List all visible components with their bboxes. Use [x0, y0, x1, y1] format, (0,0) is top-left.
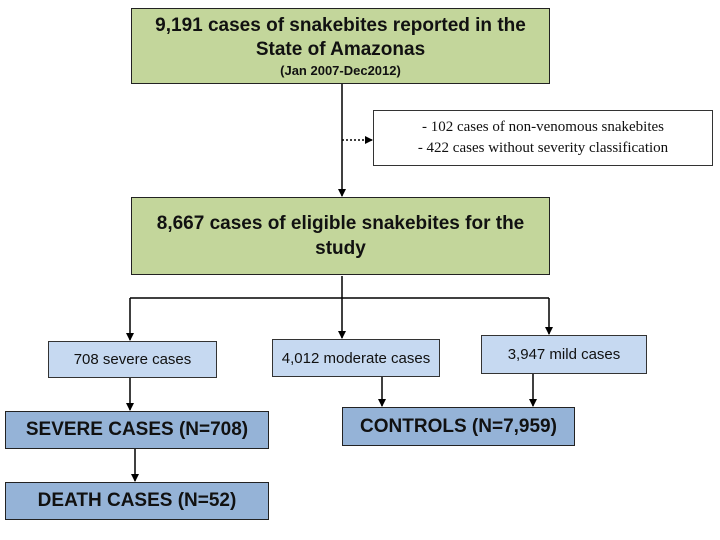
excluded-cases-box	[373, 110, 713, 166]
excluded-no-severity: - 422 cases without severity classification	[417, 140, 669, 156]
reported-cases-line1: 9,191 cases of snakebites reported in the	[155, 14, 526, 36]
eligible-cases-line1: 8,667 cases of eligible snakebites for the	[156, 213, 525, 234]
excluded-non-venomous: - 102 cases of non-venomous snakebites	[421, 119, 665, 135]
severe-cases-group-box	[5, 411, 269, 449]
mild-cases-label: 3,947 mild cases	[507, 346, 621, 363]
moderate-cases-box	[272, 339, 440, 377]
severe-cases-group-label: SEVERE CASES (N=708)	[25, 419, 249, 440]
eligible-cases-box	[131, 197, 550, 275]
severe-cases-box	[48, 341, 217, 378]
reported-cases-box	[131, 8, 550, 84]
controls-label: CONTROLS (N=7,959)	[360, 415, 557, 437]
moderate-cases-label: 4,012 moderate cases	[281, 349, 431, 367]
eligible-cases-line2: study	[315, 238, 366, 259]
reported-cases-period: (Jan 2007-Dec2012)	[280, 62, 401, 78]
reported-cases-line2: State of Amazonas	[255, 38, 426, 60]
controls-box	[342, 407, 575, 446]
mild-cases-box	[481, 335, 647, 374]
death-cases-label: DEATH CASES (N=52)	[37, 490, 237, 511]
severe-cases-label: 708 severe cases	[73, 351, 192, 368]
death-cases-box	[5, 482, 269, 520]
